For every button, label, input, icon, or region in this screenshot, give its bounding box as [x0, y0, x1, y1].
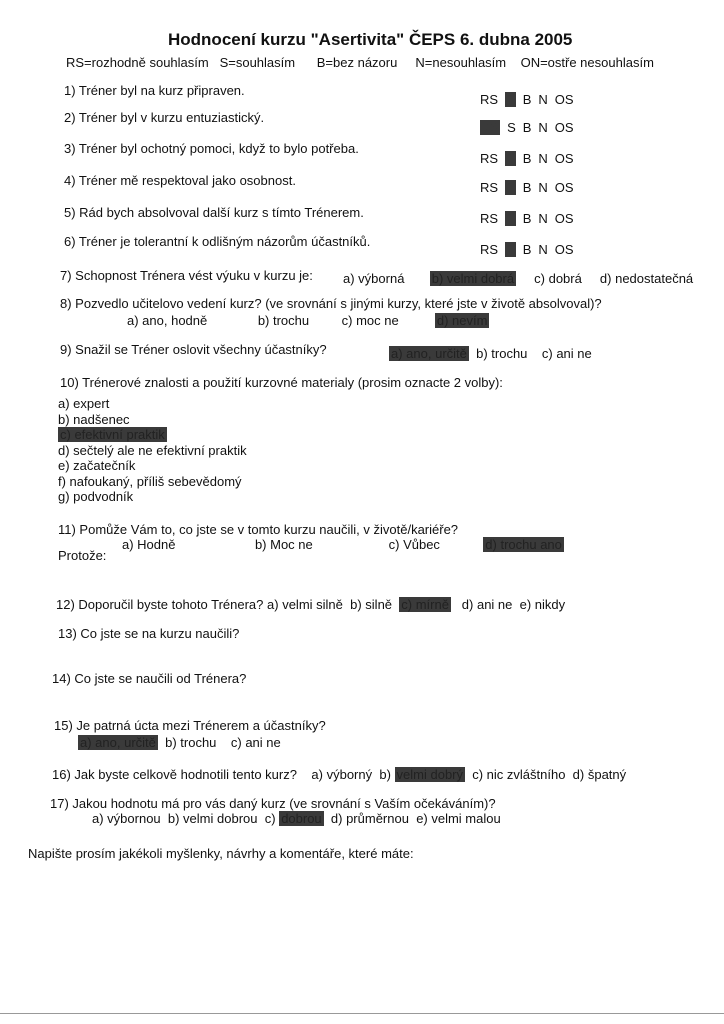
- q6-scale-os[interactable]: OS: [554, 242, 574, 257]
- q4-scale-rs[interactable]: RS: [480, 180, 499, 195]
- question-16-text: 16) Jak byste celkově hodnotili tento kurz?: [52, 767, 297, 782]
- question-10-text: 10) Trénerové znalosti a použití kurzovné materialy (prosim oznacte 2 volby):: [60, 375, 503, 390]
- q4-scale-s-selected[interactable]: S: [506, 180, 515, 195]
- question-8-options: [127, 313, 489, 328]
- question-1-text: 1) Tréner byl na kurz připraven.: [64, 83, 245, 98]
- q15-option-b[interactable]: b) trochu: [165, 735, 217, 750]
- q9-option-b[interactable]: b) trochu: [476, 346, 528, 361]
- q12-option-a[interactable]: a) velmi silně: [267, 597, 343, 612]
- q8-option-a[interactable]: a) ano, hodně: [127, 313, 208, 328]
- q10-option-g[interactable]: g) podvodník: [58, 489, 134, 504]
- q10-option-c-label: c) efektivní praktik: [60, 427, 165, 442]
- question-2-scale: [480, 120, 581, 135]
- q2-scale-s[interactable]: S: [507, 120, 516, 135]
- q9-option-c[interactable]: c) ani ne: [541, 346, 592, 361]
- q2-scale-os[interactable]: OS: [554, 120, 574, 135]
- question-7-text: 7) Schopnost Trénera vést výuku v kurzu je:: [60, 268, 313, 283]
- q8-option-c[interactable]: c) moc ne: [341, 313, 399, 328]
- q10-option-d[interactable]: d) sečtelý ale ne efektivní praktik: [58, 442, 247, 458]
- question-13-text: 13) Co jste se na kurzu naučili?: [58, 626, 240, 641]
- question-17-text: 17) Jakou hodnotu má pro vás daný kurz (ve srovnání s Vaším očekáváním)?: [50, 796, 496, 811]
- q7-option-b-selected[interactable]: b) velmi dobrá: [431, 271, 515, 286]
- question-3-scale: [480, 151, 581, 166]
- q10-option-c-selected[interactable]: [58, 427, 247, 443]
- q9-option-a-selected[interactable]: a) ano, určitě: [391, 346, 467, 361]
- question-15-text: 15) Je patrná úcta mezi Trénerem a účastníky?: [54, 718, 326, 733]
- q12-option-c-selected[interactable]: c) mírně: [401, 597, 449, 612]
- q8-option-b[interactable]: b) trochu: [257, 313, 310, 328]
- q4-scale-os[interactable]: OS: [554, 180, 574, 195]
- q17-option-b[interactable]: b) velmi dobrou: [167, 811, 258, 826]
- q4-scale-n[interactable]: N: [538, 180, 548, 195]
- q3-scale-os[interactable]: OS: [554, 151, 574, 166]
- question-4-text: 4) Tréner mě respektoval jako osobnost.: [64, 173, 296, 188]
- q10-option-f[interactable]: f) nafoukaný, příliš sebevědomý: [58, 473, 242, 489]
- question-5-text: 5) Rád bych absolvoval další kurz s tímto Trénerem.: [64, 205, 364, 220]
- question-1-scale: [480, 92, 581, 107]
- question-14-text: 14) Co jste se naučili od Trénera?: [52, 671, 247, 686]
- q16-option-a[interactable]: a) výborný: [311, 767, 373, 782]
- question-10-options: [58, 396, 247, 505]
- q15-option-a-selected[interactable]: a) ano, určitě: [80, 735, 156, 750]
- q1-scale-s-selected[interactable]: S: [506, 92, 515, 107]
- q7-option-c[interactable]: c) dobrá: [534, 271, 582, 286]
- q5-scale-s-selected[interactable]: S: [506, 211, 515, 226]
- q6-scale-rs[interactable]: RS: [480, 242, 499, 257]
- question-5-scale: [480, 211, 581, 226]
- question-7: [60, 268, 313, 283]
- q11-option-a[interactable]: a) Hodně: [122, 537, 176, 552]
- q1-scale-b[interactable]: B: [522, 92, 532, 107]
- question-9-text: 9) Snažil se Tréner oslovit všechny účastníky?: [60, 342, 327, 357]
- question-12: [56, 597, 565, 612]
- page-bottom-divider: [0, 1013, 724, 1014]
- legend-rs: RS=rozhodně souhlasím: [66, 55, 209, 70]
- q1-scale-os[interactable]: OS: [554, 92, 574, 107]
- question-17-options: [92, 811, 501, 826]
- question-15-options: [78, 735, 281, 750]
- q11-option-c[interactable]: c) Vůbec: [388, 537, 440, 552]
- question-16: [52, 767, 626, 782]
- q5-scale-b[interactable]: B: [522, 211, 532, 226]
- q16-option-b-selected[interactable]: [379, 767, 465, 782]
- question-6-text: 6) Tréner je tolerantní k odlišným názorům účastníků.: [64, 234, 371, 249]
- q11-option-b[interactable]: b) Moc ne: [254, 537, 313, 552]
- q8-option-d-selected[interactable]: d) nevím: [436, 313, 488, 328]
- q5-scale-rs[interactable]: RS: [480, 211, 499, 226]
- q10-option-a[interactable]: a) expert: [58, 396, 110, 411]
- question-6-scale: [480, 242, 581, 257]
- form-title: Hodnocení kurzu "Asertivita" ČEPS 6. dubna 2005: [168, 30, 573, 49]
- q6-scale-s-selected[interactable]: S: [506, 242, 515, 257]
- comments-field[interactable]: [28, 864, 688, 994]
- question-11-text: 11) Pomůže Vám to, co jste se v tomto kurzu naučili, v životě/kariéře?: [58, 522, 459, 537]
- q10-option-b[interactable]: b) nadšenec: [58, 411, 130, 427]
- question-8-text: 8) Pozvedlo učitelovo vedení kurz? (ve srovnání s jinými kurzy, které jste v životě absolvoval)?: [60, 296, 602, 311]
- q2-scale-rs-selected[interactable]: RS: [481, 120, 500, 135]
- q6-scale-n[interactable]: N: [538, 242, 548, 257]
- q3-scale-n[interactable]: N: [538, 151, 548, 166]
- q11-because-label: Protože:: [58, 548, 107, 563]
- question-4-scale: [480, 180, 581, 195]
- q4-scale-b[interactable]: B: [522, 180, 532, 195]
- q17-option-d[interactable]: d) průměrnou: [330, 811, 409, 826]
- q12-option-d[interactable]: d) ani ne: [461, 597, 513, 612]
- q5-scale-n[interactable]: N: [538, 211, 548, 226]
- q17-option-a[interactable]: a) výbornou: [92, 811, 161, 826]
- q12-option-b[interactable]: b) silně: [350, 597, 393, 612]
- q17-option-c-prefix: c): [264, 811, 280, 826]
- q7-option-a[interactable]: a) výborná: [343, 271, 405, 286]
- q16-option-b-prefix: b): [379, 767, 395, 782]
- q15-option-c[interactable]: c) ani ne: [230, 735, 281, 750]
- q3-scale-b[interactable]: B: [522, 151, 532, 166]
- q17-option-c-label: dobrou: [281, 811, 322, 826]
- q16-option-b-label: velmi dobrý: [396, 767, 463, 782]
- q3-scale-s-selected[interactable]: S: [506, 151, 515, 166]
- legend-n: N=nesouhlasím: [415, 55, 507, 70]
- q17-option-e[interactable]: e) velmi malou: [416, 811, 501, 826]
- q2-scale-b[interactable]: B: [522, 120, 532, 135]
- q6-scale-b[interactable]: B: [522, 242, 532, 257]
- q17-option-c-selected[interactable]: [265, 811, 324, 826]
- q16-option-d[interactable]: d) špatný: [572, 767, 627, 782]
- question-3-text: 3) Tréner byl ochotný pomoci, když to bylo potřeba.: [64, 141, 359, 156]
- question-11-options: [122, 537, 564, 552]
- legend-on: ON=ostře nesouhlasím: [520, 55, 654, 70]
- q3-scale-rs[interactable]: RS: [480, 151, 499, 166]
- q7-option-d[interactable]: d) nedostatečná: [599, 271, 694, 286]
- q1-scale-n[interactable]: N: [538, 92, 548, 107]
- q12-option-e[interactable]: e) nikdy: [519, 597, 566, 612]
- question-12-text: 12) Doporučil byste tohoto Trénera?: [56, 597, 264, 612]
- legend-s: S=souhlasím: [219, 55, 296, 70]
- q16-option-c[interactable]: c) nic zvláštního: [472, 767, 566, 782]
- question-2-text: 2) Tréner byl v kurzu entuziastický.: [64, 110, 265, 125]
- legend-b: B=bez názoru: [316, 55, 398, 70]
- q10-option-e[interactable]: e) začatečník: [58, 458, 136, 473]
- answer-13-field[interactable]: [58, 643, 658, 669]
- question-7-options: [343, 271, 693, 286]
- question-9-options: [389, 346, 592, 361]
- comments-prompt: Napište prosím jakékoli myšlenky, návrhy a komentáře, které máte:: [28, 846, 414, 861]
- q2-scale-n[interactable]: N: [538, 120, 548, 135]
- q5-scale-os[interactable]: OS: [554, 211, 574, 226]
- answer-14-field[interactable]: [52, 688, 652, 714]
- rating-legend: [66, 55, 654, 70]
- q11-option-d-selected[interactable]: d) trochu ano: [485, 537, 562, 552]
- q1-scale-rs[interactable]: RS: [480, 92, 499, 107]
